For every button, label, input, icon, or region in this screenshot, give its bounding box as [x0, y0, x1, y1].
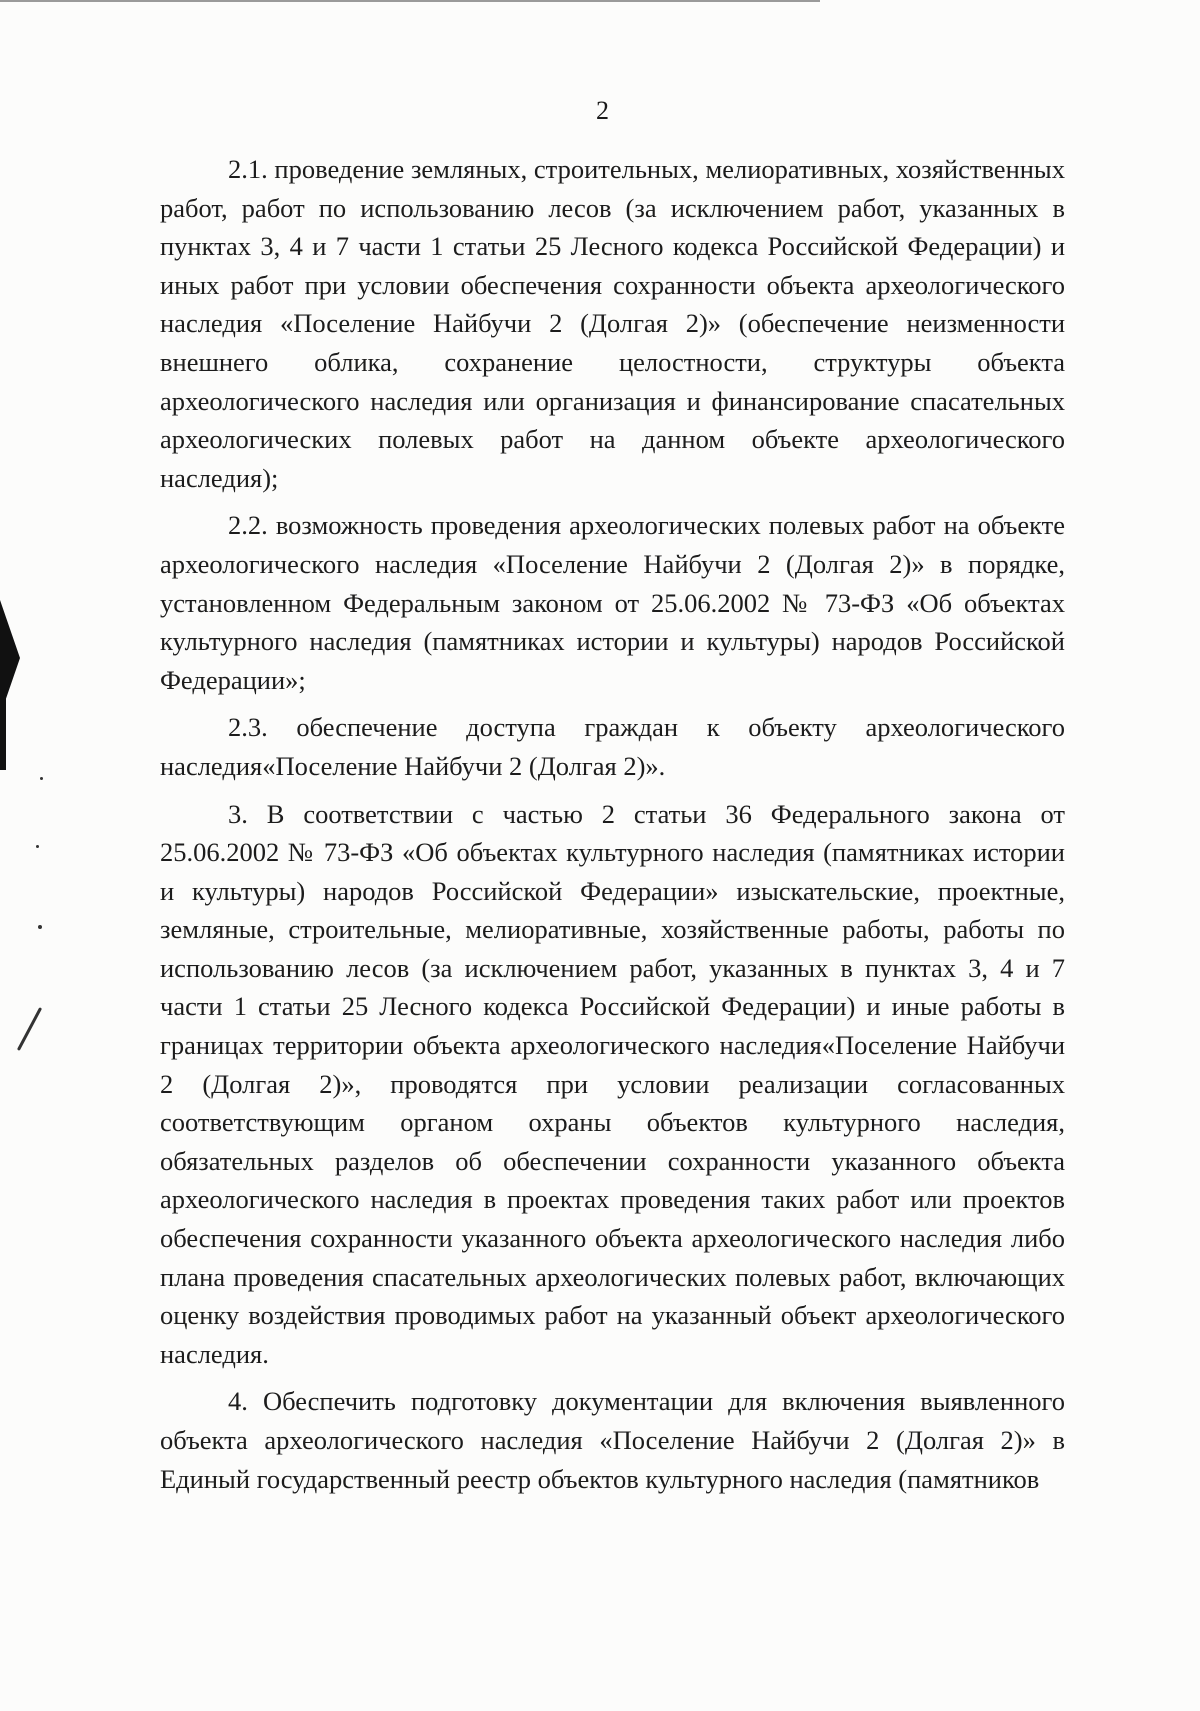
scan-speck: [38, 925, 42, 929]
document-body: [160, 150, 1065, 1498]
scan-speck: [40, 777, 43, 780]
paragraph-4: 4. Обеспечить подготовку документации для включения выявленного объекта археологического наследия «Поселение Найбучи 2 (Долгая 2)» в Единый государственный реестр объектов культурного наследия (памятников: [160, 1386, 1065, 1494]
scan-speck: [36, 845, 39, 848]
paragraph-3: 3. В соответствии с частью 2 статьи 36 Федерального закона от 25.06.2002 № 73-ФЗ «Об объектах культурного наследия (памятниках истории и культуры) народов Российской Федерации» изыскательские, проектные, земляные, строительные, мелиоративные, хозяйственные работы, работы по использованию лесов (за исключением работ, указанных в пунктах 3, 4 и 7 части 1 статьи 25 Лесного кодекса Российской Федерации) и иные работы в границах территории объекта археологического наследия«Поселение Найбучи 2 (Долгая 2)», проводятся при условии реализации согласованных соответствующим органом охраны объектов культурного наследия, обязательных разделов об обеспечении сохранности указанного объекта археологического наследия в проектах проведения таких работ или проектов обеспечения сохранности указанного объекта археологического наследия либо плана проведения спасательных археологических полевых работ, включающих оценку воздействия проводимых работ на указанный объект археологического наследия.: [160, 798, 1065, 1369]
page-number: 2: [596, 96, 609, 125]
scan-top-edge: [0, 0, 820, 2]
paragraph-2-2: 2.2. возможность проведения археологических полевых работ на объекте археологического наследия «Поселение Найбучи 2 (Долгая 2)» в порядке, установленном Федеральным законом от 25.06.2002 № 73-ФЗ «Об объектах культурного наследия (памятниках истории и культуры) народов Российской Федерации»;: [160, 510, 1065, 695]
paragraph-2-3: 2.3. обеспечение доступа граждан к объекту археологического наследия«Поселение Найбучи 2 (Долгая 2)».: [160, 712, 1065, 781]
scan-edge-mark-stem: [0, 640, 6, 770]
paragraph-2-1: 2.1. проведение земляных, строительных, мелиоративных, хозяйственных работ, работ по использованию лесов (за исключением работ, указанных в пунктах 3, 4 и 7 части 1 статьи 25 Лесного кодекса Российской Федерации) и иных работ при условии обеспечения сохранности объекта археологического наследия «Поселение Найбучи 2 (Долгая 2)» (обеспечение неизменности внешнего облика, сохранение целостности, структуры объекта археологического наследия или организация и финансирование спасательных археологических полевых работ на данном объекте археологического наследия);: [160, 154, 1065, 493]
scan-pen-stroke: [17, 1007, 42, 1051]
